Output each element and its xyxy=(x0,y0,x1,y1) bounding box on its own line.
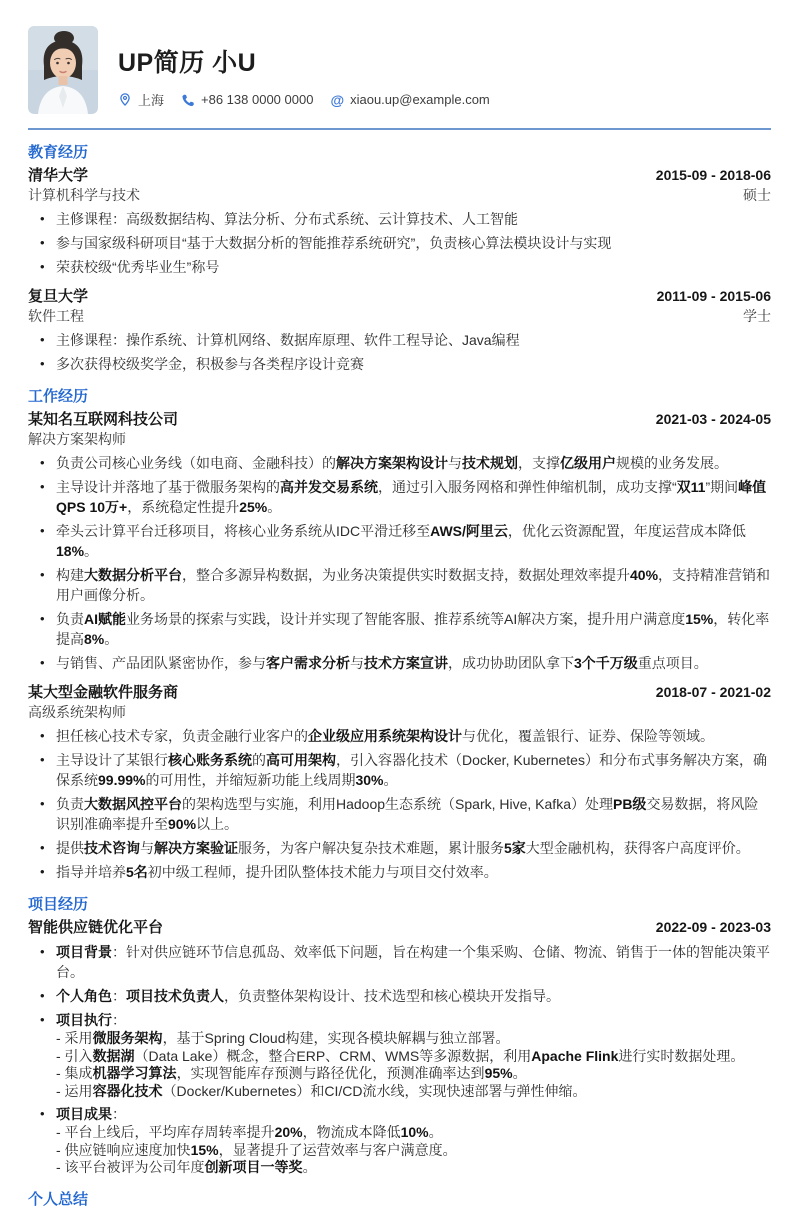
entry-degree: 学士 xyxy=(743,308,771,324)
sections-host xyxy=(28,143,771,1210)
bullet-text xyxy=(56,257,771,277)
bullet-line xyxy=(56,838,771,858)
bullet-line xyxy=(56,1010,771,1030)
bullet-subline xyxy=(56,1142,771,1160)
bullet-text xyxy=(56,1104,771,1177)
text-segment: 项目背景 xyxy=(56,944,112,960)
contact-email xyxy=(330,92,489,107)
bullet-subline xyxy=(56,1030,771,1048)
text-segment: 的可用性，并缩短新功能上线周期 xyxy=(145,772,356,788)
bullet-marker: • xyxy=(40,332,45,347)
entry-degree: 硕士 xyxy=(743,187,771,203)
entry-header xyxy=(28,918,771,937)
bullet-text xyxy=(56,986,771,1006)
text-segment: ，支撑 xyxy=(518,455,560,471)
bullet-text xyxy=(56,453,771,473)
text-segment: 8% xyxy=(84,631,105,647)
text-segment: 15% xyxy=(685,611,714,627)
bullet-line xyxy=(56,565,771,605)
bullet-subline xyxy=(56,1124,771,1142)
bullet-marker: • xyxy=(40,728,45,743)
bullet-text xyxy=(56,354,771,374)
contact-location-text: 上海 xyxy=(138,93,165,108)
text-segment: 微服务架构 xyxy=(92,1030,163,1046)
bullet-item xyxy=(40,838,771,858)
bullet-item xyxy=(40,233,771,253)
bullet-marker: • xyxy=(40,356,45,371)
text-segment: 企业级应用系统架构设计 xyxy=(308,728,462,744)
bullet-text xyxy=(56,521,771,561)
bullet-list xyxy=(28,209,771,277)
section-title: 工作经历 xyxy=(28,388,89,405)
entry-subtitle: 计算机科学与技术 xyxy=(28,187,140,203)
text-segment: 20% xyxy=(274,1124,303,1140)
entry-date: 2022-09 - 2023-03 xyxy=(655,919,771,935)
entry-date: 2015-09 - 2018-06 xyxy=(655,167,771,183)
text-segment: 重点项目。 xyxy=(637,655,708,671)
bullet-line xyxy=(56,862,771,882)
bullet-line xyxy=(56,521,771,561)
bullet-list xyxy=(28,330,771,374)
text-segment: 牵头云计算平台迁移项目，将核心业务系统从IDC平滑迁移至 xyxy=(56,523,431,539)
contact-email-text: xiaou.up@example.com xyxy=(350,92,490,107)
text-segment: 与销售、产品团队紧密协作，参与 xyxy=(56,655,266,671)
text-segment: ，整合多源异构数据，为业务决策提供实时数据支持，数据处理效率提升 xyxy=(182,567,630,583)
text-segment: AWS/阿里云 xyxy=(430,523,508,539)
text-segment: 大数据分析平台 xyxy=(84,567,182,583)
bullet-text xyxy=(56,726,771,746)
header-info xyxy=(118,26,771,114)
bullet-text xyxy=(56,209,771,229)
text-segment: 交易数据，将风险识别准确率提升至 xyxy=(56,796,759,832)
entry-name: 复旦大学 xyxy=(28,288,89,305)
section xyxy=(28,387,771,882)
bullet-marker: • xyxy=(40,479,45,494)
text-segment: 高可用架构 xyxy=(266,752,336,768)
bullet-text xyxy=(56,477,771,517)
entry-subtitle-row xyxy=(28,307,771,325)
text-segment: Apache Flink xyxy=(531,1047,619,1064)
location-icon xyxy=(118,92,132,107)
text-segment: ，负责整体架构设计、技术选型和核心模块开发指导。 xyxy=(224,988,560,1004)
text-segment: 数据湖 xyxy=(92,1047,135,1064)
bullet-marker: • xyxy=(40,944,45,959)
bullet-marker: • xyxy=(40,235,45,250)
section xyxy=(28,895,771,1177)
bullet-item xyxy=(40,1104,771,1177)
section xyxy=(28,143,771,374)
text-segment: 与 xyxy=(448,455,462,471)
at-icon: @ xyxy=(330,91,345,108)
text-segment: 解决方案架构设计 xyxy=(336,455,448,471)
text-segment: 5名 xyxy=(126,864,148,880)
text-segment: 主导设计并落地了基于微服务架构的 xyxy=(56,479,280,495)
bullet-subline xyxy=(56,1048,771,1066)
text-segment: ，实现智能库存预测与路径优化，预测准确率达到 xyxy=(176,1065,485,1081)
bullet-line xyxy=(56,209,771,229)
text-segment: - 该平台被评为公司年度 xyxy=(56,1159,205,1175)
bullet-item xyxy=(40,862,771,882)
bullet-line xyxy=(56,942,771,982)
bullet-line xyxy=(56,354,771,374)
text-segment: 初中级工程师，提升团队整体技术能力与项目交付效率。 xyxy=(147,864,498,880)
header-divider xyxy=(28,128,771,130)
text-segment: 指导并培养 xyxy=(56,864,126,880)
text-segment: 创新项目一等奖 xyxy=(204,1159,303,1175)
profile-photo xyxy=(28,26,98,114)
text-segment: ，物流成本降低 xyxy=(302,1124,401,1140)
text-segment: 进行实时数据处理。 xyxy=(618,1047,745,1064)
text-segment: 项目技术负责人 xyxy=(126,988,224,1004)
bullet-list xyxy=(28,453,771,673)
text-segment: ，显著提升了运营效率与客户满意度。 xyxy=(218,1141,457,1158)
entry-name: 智能供应链优化平台 xyxy=(28,919,164,936)
entry-date: 2018-07 - 2021-02 xyxy=(655,684,771,700)
bullet-marker: • xyxy=(40,259,45,274)
entry xyxy=(28,918,771,1177)
text-segment: 。 xyxy=(84,543,99,559)
text-segment: 双11 xyxy=(676,479,706,495)
bullet-text xyxy=(56,653,771,673)
text-segment: 担任核心技术专家，负责金融行业客户的 xyxy=(56,728,308,744)
text-segment: - 集成 xyxy=(56,1065,93,1081)
bullet-text xyxy=(56,330,771,350)
text-segment: - 平台上线后，平均库存周转率提升 xyxy=(56,1124,275,1140)
text-segment: ，转化率提高 xyxy=(56,611,770,647)
bullet-line xyxy=(56,257,771,277)
section-title: 项目经历 xyxy=(28,896,89,913)
bullet-marker: • xyxy=(40,796,45,811)
section-title: 教育经历 xyxy=(28,144,89,161)
bullet-item xyxy=(40,209,771,229)
text-segment: AI赋能 xyxy=(84,611,126,627)
text-segment: （Docker/Kubernetes）和CI/CD流水线，实现快速部署与弹性伸缩。 xyxy=(162,1082,587,1099)
text-segment: 主修课程：操作系统、计算机网络、数据库原理、软件工程导论、Java编程 xyxy=(56,332,520,348)
bullet-subline xyxy=(56,1083,771,1101)
bullet-marker: • xyxy=(40,655,45,670)
bullet-text xyxy=(56,838,771,858)
text-segment: - 供应链响应速度加快 xyxy=(56,1141,191,1158)
contact-location xyxy=(118,90,164,109)
bullet-line xyxy=(56,453,771,473)
bullet-marker: • xyxy=(40,611,45,626)
text-segment: 主导设计了某银行 xyxy=(56,752,168,768)
text-segment: ：针对供应链环节信息孤岛、效率低下问题，旨在构建一个集采购、仓储、物流、销售于一体的智能决策平台。 xyxy=(56,944,770,980)
text-segment: ： xyxy=(112,1012,126,1028)
text-segment: 的架构选型与实施，利用Hadoop生态系统（Spark, Hive, Kafka）处理 xyxy=(182,796,613,812)
bullet-item xyxy=(40,453,771,473)
text-segment: ，优化云资源配置，年度运营成本降低 xyxy=(507,523,746,539)
entry-name: 清华大学 xyxy=(28,167,89,184)
bullet-subline xyxy=(56,1159,771,1177)
text-segment: 95% xyxy=(484,1065,513,1081)
entry-header xyxy=(28,410,771,429)
text-segment: 99.99% xyxy=(98,772,146,788)
section xyxy=(28,1190,771,1210)
entry-date: 2011-09 - 2015-06 xyxy=(656,288,771,304)
text-segment: 项目执行 xyxy=(56,1012,112,1028)
entry xyxy=(28,287,771,374)
text-segment: 业务场景的探索与实践，设计并实现了智能客服、推荐系统等AI解决方案，提升用户满意度 xyxy=(126,611,686,627)
text-segment: - 运用 xyxy=(56,1082,93,1099)
text-segment: ： xyxy=(112,988,126,1004)
text-segment: 机器学习算法 xyxy=(92,1065,177,1081)
entry xyxy=(28,683,771,882)
text-segment: 负责公司核心业务线（如电商、金融科技）的 xyxy=(56,455,336,471)
text-segment: ，成功协助团队拿下 xyxy=(448,655,574,671)
bullet-line xyxy=(56,726,771,746)
text-segment: 。 xyxy=(104,631,119,647)
candidate-name: UP简历 小U xyxy=(118,49,257,77)
entry-subtitle: 软件工程 xyxy=(28,308,84,324)
bullet-item xyxy=(40,354,771,374)
entry-subtitle-row xyxy=(28,703,771,721)
text-segment: 以上。 xyxy=(196,816,239,832)
bullet-text xyxy=(56,794,771,834)
text-segment: 提供 xyxy=(56,840,84,856)
text-segment: 25% xyxy=(239,499,268,515)
text-segment: 技术咨询 xyxy=(84,840,140,856)
text-segment: 服务，为客户解决复杂技术难题，累计服务 xyxy=(238,840,504,856)
bullet-text xyxy=(56,942,771,982)
text-segment: ，通过引入服务网格和弹性伸缩机制，成功支撑“ xyxy=(378,479,677,495)
entry-subtitle-row xyxy=(28,430,771,448)
text-segment: 客户需求分析 xyxy=(266,655,350,671)
bullet-line xyxy=(56,609,771,649)
bullet-item xyxy=(40,726,771,746)
bullet-marker: • xyxy=(40,864,45,879)
entry xyxy=(28,410,771,673)
entry-name: 某知名互联网科技公司 xyxy=(28,411,179,428)
text-segment: 大型金融机构，获得客户高度评价。 xyxy=(525,840,750,856)
bullet-marker: • xyxy=(40,455,45,470)
text-segment: 亿级用户 xyxy=(560,455,616,471)
bullet-text xyxy=(56,609,771,649)
text-segment: 18% xyxy=(56,543,85,559)
text-segment: 容器化技术 xyxy=(92,1082,163,1099)
text-segment: 规模的业务发展。 xyxy=(616,455,728,471)
text-segment: ： xyxy=(112,1106,126,1122)
bullet-marker: • xyxy=(40,1106,45,1121)
bullet-line xyxy=(56,750,771,790)
bullet-marker: • xyxy=(40,211,45,226)
text-segment: 。 xyxy=(267,499,282,515)
bullet-text xyxy=(56,233,771,253)
bullet-marker: • xyxy=(40,988,45,1003)
bullet-item xyxy=(40,653,771,673)
bullet-item xyxy=(40,794,771,834)
text-segment: 项目成果 xyxy=(56,1106,112,1122)
text-segment: 技术规划 xyxy=(462,455,518,471)
text-segment: 荣获校级“优秀毕业生”称号 xyxy=(56,259,220,275)
bullet-item xyxy=(40,521,771,561)
text-segment: 技术方案宣讲 xyxy=(364,655,448,671)
entry-subtitle-row xyxy=(28,186,771,204)
text-segment: - 采用 xyxy=(56,1030,93,1046)
text-segment: - 引入 xyxy=(56,1047,93,1064)
bullet-subline xyxy=(56,1065,771,1083)
bullet-line xyxy=(56,233,771,253)
bullet-text xyxy=(56,565,771,605)
bullet-text xyxy=(56,862,771,882)
text-segment: 参与国家级科研项目“基于大数据分析的智能推荐系统研究”，负责核心算法模块设计与实现 xyxy=(56,235,612,251)
text-segment: 主修课程：高级数据结构、算法分析、分布式系统、云计算技术、人工智能 xyxy=(56,211,518,227)
bullet-line xyxy=(56,477,771,517)
bullet-line xyxy=(56,330,771,350)
text-segment: 的 xyxy=(252,752,266,768)
bullet-list xyxy=(28,942,771,1177)
text-segment: 。 xyxy=(302,1159,317,1175)
bullet-line xyxy=(56,1104,771,1124)
bullet-marker: • xyxy=(40,752,45,767)
text-segment: 解决方案验证 xyxy=(154,840,238,856)
bullet-item xyxy=(40,750,771,790)
text-segment: 10% xyxy=(400,1124,429,1140)
entry-name: 某大型金融软件服务商 xyxy=(28,684,179,701)
text-segment: 负责 xyxy=(56,611,84,627)
entry-date: 2021-03 - 2024-05 xyxy=(655,411,771,427)
text-segment: 大数据风控平台 xyxy=(84,796,182,812)
text-segment: 与 xyxy=(350,655,364,671)
text-segment: PB级 xyxy=(612,796,647,812)
text-segment: 峰值QPS 10万+ xyxy=(56,479,767,515)
bullet-line xyxy=(56,794,771,834)
text-segment: 3个千万级 xyxy=(574,655,638,671)
bullet-marker: • xyxy=(40,567,45,582)
text-segment: 构建 xyxy=(56,567,84,583)
text-segment: ”期间 xyxy=(705,479,739,495)
text-segment: ，系统稳定性提升 xyxy=(127,499,240,515)
bullet-marker: • xyxy=(40,1012,45,1027)
bullet-item xyxy=(40,609,771,649)
entry-subtitle: 解决方案架构师 xyxy=(28,431,126,447)
entry-subtitle: 高级系统架构师 xyxy=(28,704,126,720)
text-segment: 多次获得校级奖学金，积极参与各类程序设计竞赛 xyxy=(56,356,364,372)
bullet-line xyxy=(56,653,771,673)
text-segment: 90% xyxy=(168,816,197,832)
text-segment: 与 xyxy=(140,840,154,856)
contact-row xyxy=(118,90,771,109)
bullet-list xyxy=(28,726,771,882)
bullet-item xyxy=(40,1010,771,1100)
bullet-text xyxy=(56,1010,771,1100)
text-segment: 个人角色 xyxy=(56,988,112,1004)
contact-phone xyxy=(181,92,313,107)
bullet-item xyxy=(40,565,771,605)
text-segment: 。 xyxy=(512,1065,527,1081)
text-segment: 负责 xyxy=(56,796,84,812)
section-title: 个人总结 xyxy=(28,1190,89,1208)
entry-header xyxy=(28,683,771,702)
text-segment: 与优化，覆盖银行、证券、保险等领域。 xyxy=(462,728,714,744)
phone-icon xyxy=(181,93,195,107)
bullet-item xyxy=(40,257,771,277)
bullet-item xyxy=(40,330,771,350)
bullet-text xyxy=(56,750,771,790)
text-segment: （Data Lake）概念，整合ERP、CRM、WMS等多源数据，利用 xyxy=(134,1047,532,1064)
text-segment: 核心账务系统 xyxy=(168,752,252,768)
text-segment: 5家 xyxy=(504,840,526,856)
text-segment: 30% xyxy=(355,772,384,788)
entry-header xyxy=(28,166,771,185)
text-segment: ，引入容器化技术（Docker, Kubernetes）和分布式事务解决方案，确保系统 xyxy=(56,752,767,788)
text-segment: ，基于Spring Cloud构建，实现各模块解耦与独立部署。 xyxy=(162,1030,510,1046)
bullet-item xyxy=(40,986,771,1006)
bullet-item xyxy=(40,942,771,982)
bullet-marker: • xyxy=(40,840,45,855)
entry xyxy=(28,166,771,277)
text-segment: 40% xyxy=(630,567,659,583)
contact-phone-text: +86 138 0000 0000 xyxy=(201,92,314,107)
text-segment: ，支持精准营销和用户画像分析。 xyxy=(56,567,771,603)
entry-header xyxy=(28,287,771,306)
resume-header xyxy=(28,26,771,114)
bullet-item xyxy=(40,477,771,517)
text-segment: 15% xyxy=(190,1141,219,1158)
bullet-line xyxy=(56,986,771,1006)
text-segment: 高并发交易系统 xyxy=(280,479,378,495)
bullet-marker: • xyxy=(40,523,45,538)
text-segment: 。 xyxy=(428,1124,443,1140)
text-segment: 。 xyxy=(383,772,398,788)
